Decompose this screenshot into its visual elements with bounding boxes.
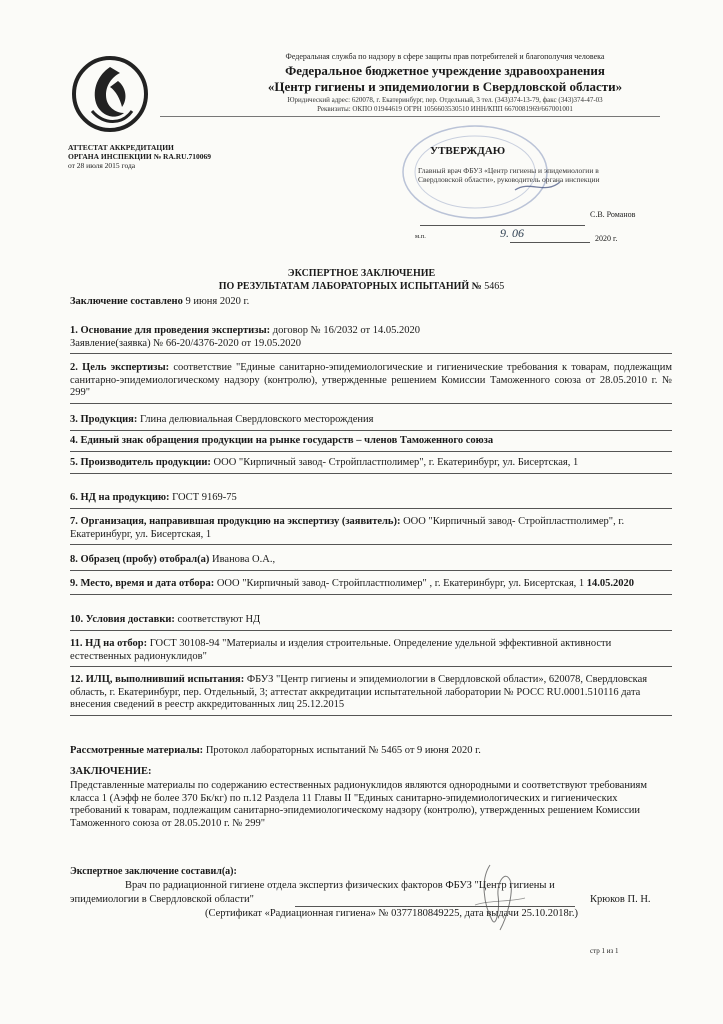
page-number: стр 1 из 1	[590, 947, 619, 955]
section-4	[70, 435, 672, 452]
doc-subtitle	[0, 281, 723, 292]
s5-label: 5. Производитель продукции:	[70, 457, 211, 468]
s12-label: 12. ИЛЦ, выполнивший испытания:	[70, 674, 245, 685]
doc-subtitle-text: ПО РЕЗУЛЬТАТАМ ЛАБОРАТОРНЫХ ИСПЫТАНИЙ №	[218, 281, 482, 292]
s9-date: 14.05.2020	[586, 578, 635, 589]
doc-title: ЭКСПЕРТНОЕ ЗАКЛЮЧЕНИЕ	[287, 268, 436, 279]
section-3	[70, 414, 672, 431]
s1-value: договор № 16/2032 от 14.05.2020	[272, 325, 420, 336]
reviewed-label: Рассмотренные материалы:	[70, 745, 204, 756]
org-name-line1: Федеральное бюджетное учреждение здравоохранения	[285, 63, 605, 78]
reviewed-materials	[70, 745, 672, 756]
compiled-value: 9 июня 2020 г.	[185, 296, 250, 307]
s9-value: ООО "Кирпичный завод- Стройпластполимер" , г. Екатеринбург, ул. Бисертская, 1	[216, 578, 585, 589]
section-2	[70, 362, 672, 404]
s10-label: 10. Условия доставки:	[70, 614, 175, 625]
conclusion-title: ЗАКЛЮЧЕНИЕ:	[70, 766, 152, 777]
section-10	[70, 614, 672, 631]
section-11	[70, 638, 672, 667]
org-logo	[70, 55, 150, 133]
accreditation-line2: ОРГАНА ИНСПЕКЦИИ № RA.RU.710069	[68, 152, 211, 161]
s9-label: 9. Место, время и дата отбора:	[70, 578, 215, 589]
org-requisites: Реквизиты: ОКПО 01944619 ОГРН 1056603530510 ИНН/КПП 6670081969/667001001	[317, 105, 573, 113]
s2-value: соответствие "Единые санитарно-эпидемиологические и гигиенические требования к товарам, подлежащим санитарно-эпидемиологическому надзору (контролю), утвержденные решением Комиссии Таможенного союза от 28.05.2010 г. № 299"	[70, 362, 672, 398]
accreditation-date: от 28 июля 2015 года	[68, 161, 136, 170]
approve-title: УТВЕРЖДАЮ	[430, 145, 506, 157]
author-name: Крюков П. Н.	[590, 894, 651, 905]
handwritten-date: 9. 06	[500, 226, 524, 240]
s1-value2: Заявление(заявка) № 66-20/4376-2020 от 19.05.2020	[70, 337, 301, 349]
accreditation-line1: АТТЕСТАТ АККРЕДИТАЦИИ	[68, 143, 174, 152]
header-divider	[160, 116, 660, 117]
section-9	[70, 578, 672, 595]
s4-label: 4. Единый знак обращения продукции на рынке государств – членов Таможенного союза	[70, 435, 494, 446]
s6-label: 6. НД на продукцию:	[70, 492, 170, 503]
reviewed-value: Протокол лабораторных испытаний № 5465 от 9 июня 2020 г.	[205, 745, 481, 756]
approve-position: Главный врач ФБУЗ «Центр гигиены и эпидемиологии в Свердловской области», руководитель органа инспекции	[418, 166, 600, 184]
s6-value: ГОСТ 9169-75	[172, 492, 237, 503]
s7-value: ООО "Кирпичный завод- Стройпластполимер", г. Екатеринбург, ул. Бисертская, 1	[70, 516, 625, 540]
s5-value: ООО "Кирпичный завод- Стройпластполимер", г. Екатеринбург, ул. Бисертская, 1	[213, 457, 579, 468]
org-address: Юридический адрес: 620078, г. Екатеринбург, пер. Отдельный, 3 тел. (343)374-13-79, факс (343)374-47-03	[287, 96, 603, 104]
s2-label: 2. Цель экспертизы:	[70, 362, 170, 373]
author-signature	[470, 860, 530, 935]
accreditation-block	[68, 143, 308, 170]
agency-name: Федеральная служба по надзору в сфере защиты прав потребителей и благополучия человека	[285, 52, 605, 61]
approve-year: 2020 г.	[595, 234, 618, 243]
s8-label: 8. Образец (пробу) отобрал(а)	[70, 554, 210, 565]
section-8	[70, 554, 672, 571]
section-12	[70, 674, 672, 716]
approve-signer: С.В. Романов	[590, 210, 636, 219]
s3-label: 3. Продукция:	[70, 414, 138, 425]
s8-value: Иванова О.А.,	[212, 554, 276, 565]
s12-value: ФБУЗ "Центр гигиены и эпидемиологии в Свердловской области», 620078, Свердловская область, г. Екатеринбург, пер. Отдельный, 3; аттестат аккредитации испытательной лаборатории № РОСС RU.0001.510116 дата внесения сведений в реестр аккредитованных лиц 25.12.2015	[70, 674, 648, 710]
s7-label: 7. Организация, направившая продукцию на экспертизу (заявитель):	[70, 516, 401, 527]
s11-label: 11. НД на отбор:	[70, 638, 148, 649]
author-certificate: (Сертификат «Радиационная гигиена» № 0377180849225, дата выдачи 25.10.2018г.)	[205, 908, 578, 919]
s11-value: ГОСТ 30108-94 "Материалы и изделия строительные. Определение удельной эффективной активности естественных радионуклидов"	[70, 638, 612, 662]
section-1	[70, 325, 672, 354]
s3-value: Глина делювиальная Свердловского месторождения	[139, 414, 374, 425]
section-7	[70, 516, 672, 545]
date-line	[510, 242, 590, 243]
author-position-line2: эпидемиологии в Свердловской области"	[70, 894, 254, 905]
s10-value: соответствуют НД	[177, 614, 261, 625]
compiled-date	[70, 296, 249, 307]
section-5	[70, 457, 672, 474]
author-signature-line	[295, 906, 575, 907]
compiled-label: Заключение составлено	[70, 296, 183, 307]
conclusion-text: Представленные материалы по содержанию естественных радионуклидов являются однородными и соответствуют требованиям класса 1 (Аэфф не более 370 Бк/кг) по п.12 Раздела 11 Главы II "Единых санитарно-эпидемиологических и гигиенических требований к товарам, подлежащим санитарно-эпидемиологическому надзору (контролю), утвержденных решением Комиссии Таможенного союза от 28.05.2010 г. № 299"	[70, 780, 648, 829]
author-title: Экспертное заключение составил(а):	[70, 866, 237, 877]
author-position-line1: Врач по радиационной гигиене отдела экспертиз физических факторов ФБУЗ "Центр гигиены и	[125, 880, 555, 891]
doc-number: 5465	[484, 281, 505, 292]
stamp-place: м.п.	[415, 233, 426, 240]
org-name-line2: «Центр гигиены и эпидемиологии в Свердловской области»	[267, 79, 623, 94]
s1-label: 1. Основание для проведения экспертизы:	[70, 325, 271, 336]
section-6	[70, 492, 672, 509]
